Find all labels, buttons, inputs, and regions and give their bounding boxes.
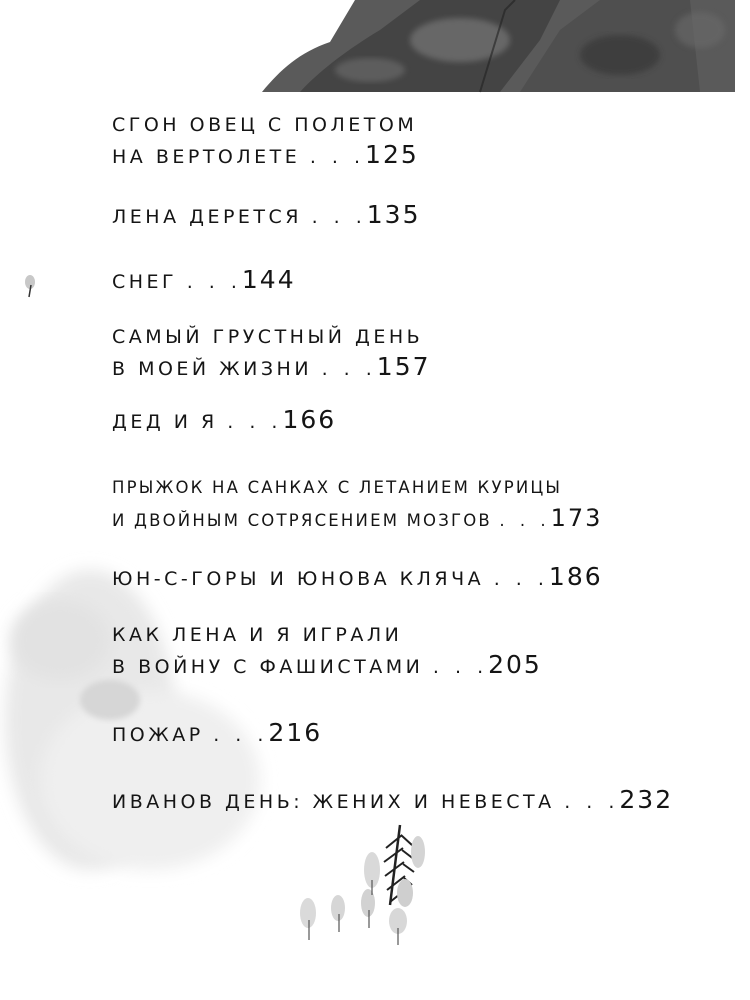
toc-entry-title: ИВАНОВ ДЕНЬ: ЖЕНИХ И НЕВЕСТА xyxy=(112,791,555,813)
toc-page-number: 205 xyxy=(488,650,542,679)
toc-entry-title: СНЕГ xyxy=(112,271,178,293)
toc-entry-title: В МОЕЙ ЖИЗНИ xyxy=(112,358,313,380)
toc-dots: . . . xyxy=(499,511,551,530)
toc-page-number: 216 xyxy=(268,718,323,747)
toc-page-number: 135 xyxy=(366,200,421,229)
toc-page-number: 144 xyxy=(241,265,296,294)
toc-entry xyxy=(112,110,419,172)
toc-entry-title: В ВОЙНУ С ФАШИСТАМИ xyxy=(112,656,424,678)
toc-entry xyxy=(112,620,542,682)
toc-page-number: 186 xyxy=(548,562,603,591)
toc-entry xyxy=(112,200,420,232)
toc-entry-title: ПОЖАР xyxy=(112,724,204,746)
toc-entry-title: ЛЕНА ДЕРЕТСЯ xyxy=(112,206,303,228)
toc-page-number: 157 xyxy=(376,352,431,381)
toc-dots: . . . xyxy=(227,411,283,433)
tree-illustrations xyxy=(300,825,425,945)
toc-page-number: 173 xyxy=(550,504,603,532)
toc-entry xyxy=(112,473,602,536)
toc-entry-title: САМЫЙ ГРУСТНЫЙ ДЕНЬ xyxy=(112,326,424,348)
toc-dots: . . . xyxy=(311,206,367,228)
toc-entry-title: И ДВОЙНЫМ СОТРЯСЕНИЕМ МОЗГОВ xyxy=(112,511,492,530)
toc-entry xyxy=(112,405,336,437)
toc-entry xyxy=(112,562,603,594)
toc-entry xyxy=(112,322,431,384)
toc-entry xyxy=(112,265,296,297)
toc-dots: . . . xyxy=(432,656,489,678)
toc-dots: . . . xyxy=(564,791,620,813)
toc-entry-title: КАК ЛЕНА И Я ИГРАЛИ xyxy=(112,624,403,646)
toc-dots: . . . xyxy=(493,568,549,590)
toc-dots: . . . xyxy=(213,724,269,746)
toc-entry-title: ЮН-С-ГОРЫ И ЮНОВА КЛЯЧА xyxy=(112,568,485,590)
toc-dots: . . . xyxy=(321,358,377,380)
toc-dots: . . . xyxy=(309,146,366,168)
mountain-watercolor-illustration xyxy=(262,0,735,92)
small-tree-icon xyxy=(25,275,35,297)
toc-page-number: 232 xyxy=(619,785,674,814)
toc-page-number: 166 xyxy=(282,405,337,434)
toc-entry xyxy=(112,785,673,817)
toc-entry-title: НА ВЕРТОЛЕТЕ xyxy=(112,146,301,168)
toc-entry-title: ПРЫЖОК НА САНКАХ С ЛЕТАНИЕМ КУРИЦЫ xyxy=(112,478,563,497)
toc-entry-title: СГОН ОВЕЦ С ПОЛЕТОМ xyxy=(112,114,418,136)
toc-entry-title: ДЕД И Я xyxy=(112,411,218,433)
toc-dots: . . . xyxy=(186,271,242,293)
toc-entry xyxy=(112,718,322,750)
toc-page-number: 125 xyxy=(365,140,419,169)
